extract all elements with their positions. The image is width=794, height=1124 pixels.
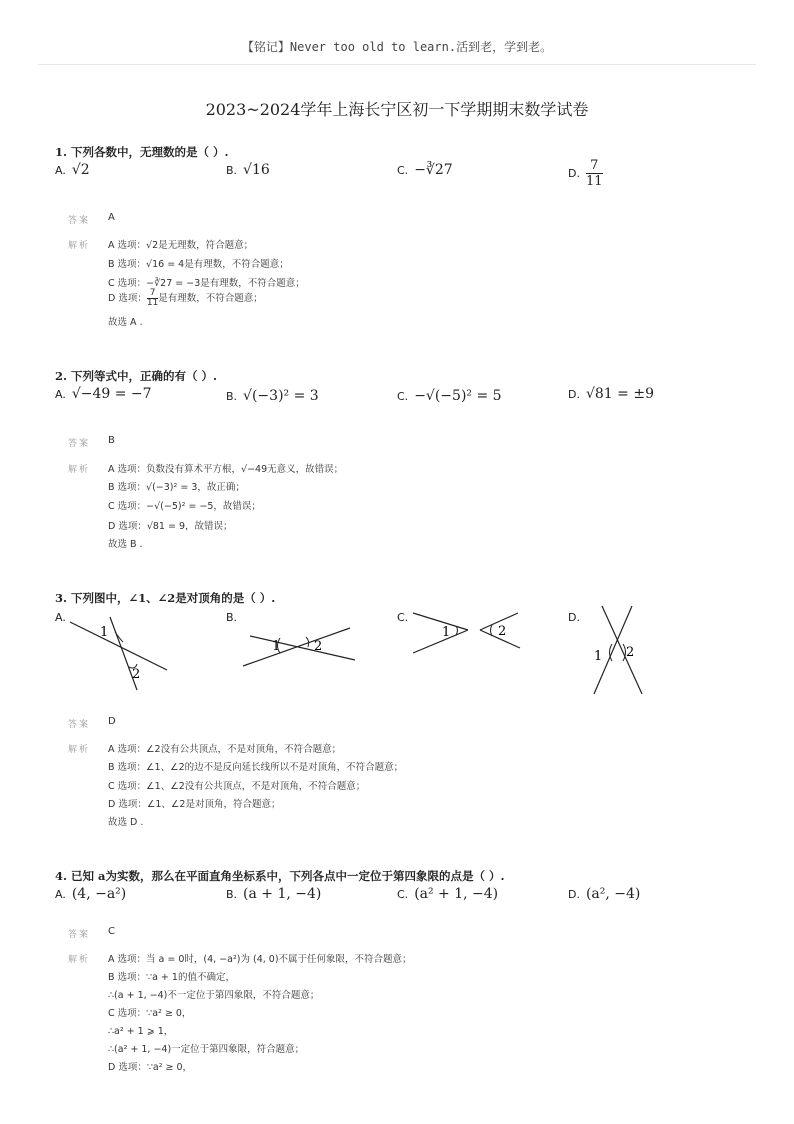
q3-analysis-line: B 选项：∠1、∠2的边不是反向延长线所以不是对顶角，不符合题意； — [108, 762, 404, 773]
q2-analysis-line: A 选项：负数没有算术平方根，√−49无意义，故错误； — [108, 464, 344, 475]
q4-option-c — [397, 886, 498, 902]
q3-figure-d-line — [602, 606, 642, 694]
q3-figure-b-angle1: 1 — [272, 639, 281, 654]
q1-option-c — [397, 162, 453, 178]
q4-analysis-line: B 选项：∵a + 1的值不确定， — [108, 972, 235, 983]
q4-option-a — [55, 886, 126, 902]
q1-analysis-d-denominator: 11 — [146, 298, 159, 308]
q3-option-d-label — [568, 610, 586, 624]
q4-option-c-label: C. — [397, 888, 409, 901]
q4-option-b-label: B. — [226, 888, 238, 901]
q3-figure-b — [240, 620, 360, 670]
q4-option-d — [568, 886, 640, 902]
q2-option-d-math: √81 = ±9 — [585, 386, 654, 402]
q2-analysis-conclusion: 故选 B . — [108, 539, 143, 550]
q1-analysis-tag: 解析 — [68, 241, 91, 251]
q3-figure-b-angle2: 2 — [314, 639, 323, 654]
q2-analysis-line: B 选项：√(−3)² = 3，故正确； — [108, 482, 245, 493]
q1-option-c-label: C. — [397, 164, 409, 177]
q1-analysis-conclusion: 故选 A . — [108, 317, 143, 328]
q4-option-a-label: A. — [55, 888, 66, 901]
q2-option-a-math: √−49 = −7 — [71, 386, 152, 402]
q4-analysis-line: ∴a² + 1 ⩾ 1， — [108, 1026, 174, 1037]
q2-analysis-line: D 选项：√81 = 9，故错误； — [108, 521, 233, 532]
q3-figure-a-angle1: 1 — [100, 625, 109, 640]
q1-option-a-label: A. — [55, 164, 66, 177]
q3-figure-c-angle1: 1 — [442, 625, 451, 640]
q4-analysis-line: D 选项：∵a² ≥ 0， — [108, 1062, 193, 1073]
q4-option-b-math: (a + 1, −4) — [243, 886, 322, 902]
q3-option-c-letter: C. — [397, 611, 409, 624]
q2-option-c-math: −√(−5)² = 5 — [414, 388, 502, 404]
q3-figure-b-line — [250, 636, 355, 660]
q1-option-d-numerator: 7 — [586, 158, 603, 174]
q4-analysis-line: C 选项：∵a² ≥ 0， — [108, 1008, 192, 1019]
q2-option-c — [397, 388, 502, 404]
q1-stem: 1. 下列各数中，无理数的是（ ）. — [55, 145, 229, 159]
q2-analysis-tag: 解析 — [68, 465, 91, 475]
q1-option-a — [55, 162, 90, 178]
q2-option-d — [568, 386, 654, 402]
q1-analysis-d-prefix: D 选项： — [108, 293, 147, 304]
q3-figure-c — [410, 608, 530, 658]
q4-stem: 4. 已知 a为实数，那么在平面直角坐标系中，下列各点中一定位于第四象限的点是（ ）. — [55, 869, 505, 883]
q1-option-d-label: D. — [568, 167, 580, 180]
q3-option-d-letter: D. — [568, 611, 580, 624]
q2-option-a-label: A. — [55, 388, 66, 401]
q3-stem: 3. 下列图中，∠1、∠2是对顶角的是（ ）. — [55, 591, 276, 605]
q1-analysis-line-d — [108, 289, 263, 308]
q4-answer-tag: 答案 — [68, 930, 91, 940]
q4-option-b — [226, 886, 321, 902]
q1-option-b — [226, 162, 270, 178]
q1-analysis-d-suffix: 是有理数，不符合题意； — [158, 293, 263, 304]
q3-answer: D — [108, 716, 116, 727]
q2-stem: 2. 下列等式中，正确的有（ ）. — [55, 369, 218, 383]
q3-figure-d — [588, 604, 648, 698]
q2-option-a — [55, 386, 152, 402]
q1-option-d-denominator: 11 — [585, 174, 603, 189]
q3-analysis-line: D 选项：∠1、∠2是对顶角，符合题意； — [108, 799, 281, 810]
q1-option-a-math: √2 — [71, 162, 90, 178]
q1-analysis-line: C 选项：−∛27 = −3是有理数，不符合题意； — [108, 278, 305, 289]
q1-answer: A — [108, 212, 115, 223]
q1-analysis-line: B 选项：√16 = 4是有理数，不符合题意； — [108, 259, 289, 270]
page-title: 2023~2024学年上海长宁区初一下学期期末数学试卷 — [205, 100, 589, 119]
q3-answer-tag: 答案 — [68, 720, 91, 730]
q3-analysis-conclusion: 故选 D . — [108, 817, 144, 828]
q1-option-b-label: B. — [226, 164, 238, 177]
q3-figure-a-angle2: 2 — [132, 667, 141, 682]
q2-answer-tag: 答案 — [68, 439, 91, 449]
q4-analysis-line: ∴(a² + 1, −4)一定位于第四象限，符合题意； — [108, 1044, 305, 1055]
header-divider — [38, 64, 756, 65]
page-motto: 【铭记】Never too old to learn.活到老，学到老。 — [241, 40, 553, 54]
q2-option-b — [226, 388, 319, 404]
q4-option-c-math: (a² + 1, −4) — [414, 886, 499, 902]
q2-option-b-label: B. — [226, 390, 238, 403]
q1-option-c-math: −∛27 — [414, 162, 453, 178]
q4-answer: C — [108, 926, 115, 937]
q4-analysis-tag: 解析 — [68, 955, 91, 965]
q3-figure-d-angle1: 1 — [594, 649, 603, 664]
q1-analysis-d-fraction — [147, 289, 158, 308]
q4-option-a-math: (4, −a²) — [71, 886, 127, 902]
q4-analysis-line: ∴(a + 1, −4)不一定位于第四象限，不符合题意； — [108, 990, 320, 1001]
q2-option-c-label: C. — [397, 390, 409, 403]
q3-figure-b-arc — [306, 637, 309, 647]
q2-option-b-math: √(−3)² = 3 — [243, 388, 319, 404]
q3-analysis-line: A 选项：∠2没有公共顶点，不是对顶角，不符合题意； — [108, 744, 342, 755]
q4-analysis-line: A 选项：当 a = 0时，(4, −a²)为 (4, 0)不属于任何象限，不符合题意； — [108, 954, 412, 965]
q3-option-a-letter: A. — [55, 611, 66, 624]
q4-option-d-label: D. — [568, 888, 580, 901]
q1-answer-tag: 答案 — [68, 216, 91, 226]
q3-figure-a-line — [70, 622, 167, 670]
q3-figure-a — [65, 612, 175, 692]
q1-option-d — [568, 158, 603, 189]
q1-option-d-fraction — [586, 158, 603, 189]
q1-analysis-d-numerator: 7 — [147, 289, 158, 299]
q1-analysis-line: A 选项：√2是无理数，符合题意； — [108, 240, 254, 251]
q3-figure-c-arc — [456, 626, 458, 635]
q3-figure-c-line — [413, 613, 468, 630]
q2-option-d-label: D. — [568, 388, 580, 401]
q3-analysis-line: C 选项：∠1、∠2没有公共顶点，不是对顶角，不符合题意； — [108, 781, 366, 792]
q3-figure-c-angle2: 2 — [498, 624, 507, 639]
q1-option-b-math: √16 — [243, 162, 270, 178]
q2-analysis-line: C 选项：−√(−5)² = −5，故错误； — [108, 501, 261, 512]
q3-analysis-tag: 解析 — [68, 745, 91, 755]
q4-option-d-math: (a², −4) — [585, 886, 641, 902]
q3-option-b-letter: B. — [226, 611, 238, 624]
q3-figure-c-line — [413, 630, 468, 653]
q2-answer: B — [108, 435, 115, 446]
q3-figure-d-angle2: 2 — [626, 645, 635, 660]
